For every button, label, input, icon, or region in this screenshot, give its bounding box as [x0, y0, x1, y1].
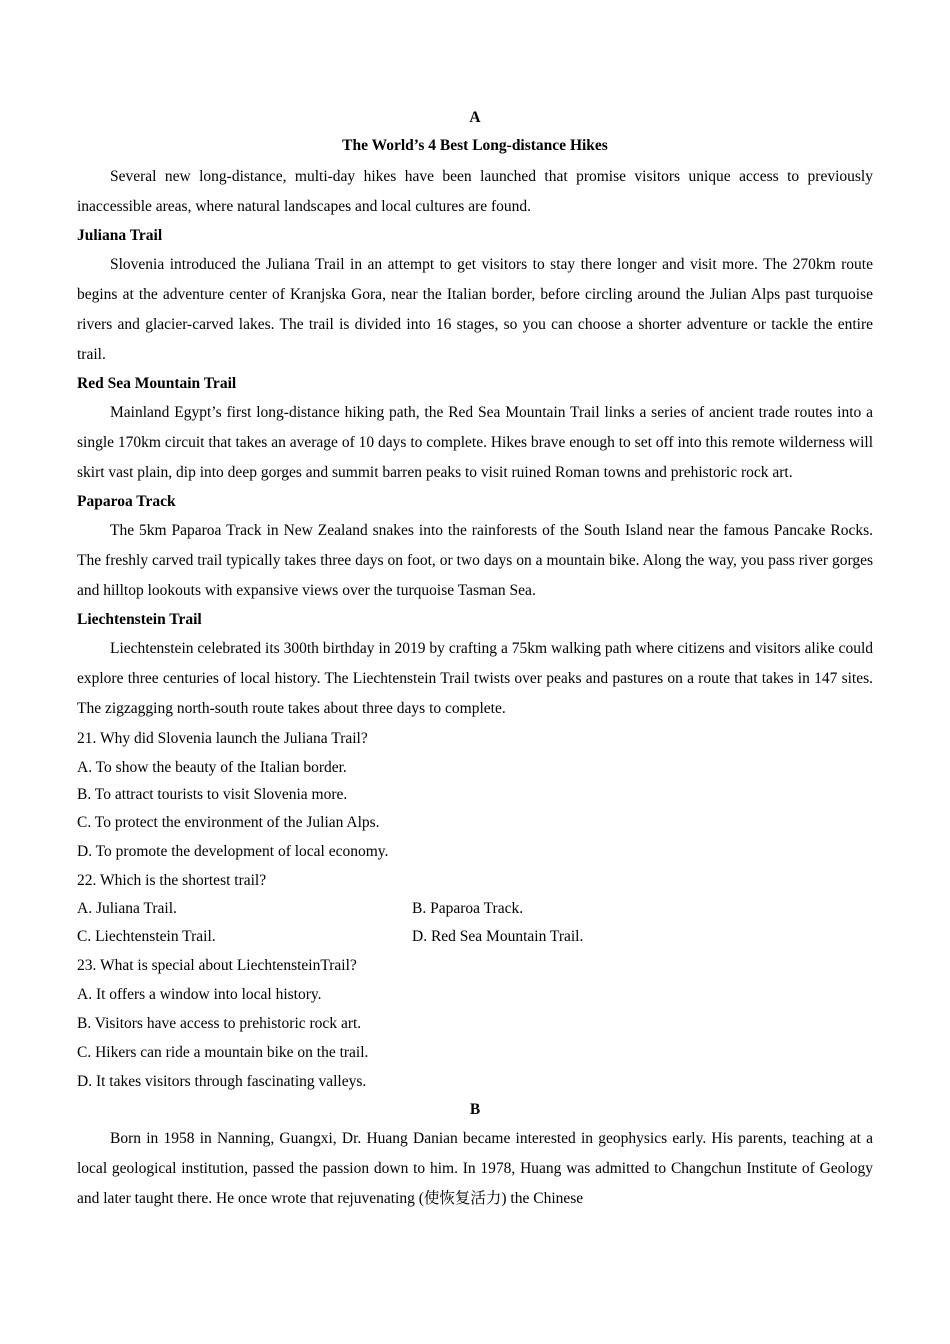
question-23-stem: 23. What is special about LiechtensteinTrail?: [77, 957, 357, 974]
passage-b-text: Born in 1958 in Nanning, Guangxi, Dr. Huang Danian became interested in geophysics early. His parents, teaching at a local geological institution, passed the passion down to him. In 1978, Huang was admitted to Changchun Institute of Geology and later taught there. He once wrote that rejuvenating (使恢复活力) the Chinese: [77, 1130, 873, 1207]
section-text: Liechtenstein celebrated its 300th birthday in 2019 by crafting a 75km walking path where citizens and visitors alike could explore three centuries of local history. The Liechtenstein Trail twists over peaks and pastures on a route that takes in 147 sites. The zigzagging north-south route takes about three days to complete.: [77, 640, 873, 717]
section-heading: Paparoa Track: [77, 493, 176, 510]
question-23-option-c: C. Hikers can ride a mountain bike on the trail.: [77, 1044, 369, 1061]
section-heading: Juliana Trail: [77, 227, 163, 244]
section-text: Slovenia introduced the Juliana Trail in an attempt to get visitors to stay there longer and visit more. The 270km route begins at the adventure center of Kranjska Gora, near the Italian border, before circling around the Julian Alps past turquoise rivers and glacier-carved lakes. The trail is divided into 16 stages, so you can choose a shorter adventure or tackle the entire trail.: [77, 256, 873, 363]
question-22-option-c: C. Liechtenstein Trail.: [77, 928, 216, 945]
question-22-option-a: A. Juliana Trail.: [77, 900, 177, 917]
question-21-option-b: B. To attract tourists to visit Slovenia more.: [77, 786, 348, 803]
question-23-option-d: D. It takes visitors through fascinating valleys.: [77, 1073, 367, 1090]
question-22-row-1: [77, 895, 873, 923]
question-21-option-c: C. To protect the environment of the Julian Alps.: [77, 814, 380, 831]
question-23-option-a: A. It offers a window into local history.: [77, 986, 322, 1003]
question-22-option-b: B. Paparoa Track.: [412, 900, 524, 917]
passage-a-title: The World’s 4 Best Long-distance Hikes: [342, 137, 608, 154]
passage-a-intro: Several new long-distance, multi-day hikes have been launched that promise visitors unique access to previously inaccessible areas, where natural landscapes and local cultures are found.: [77, 168, 873, 215]
question-22-option-d: D. Red Sea Mountain Trail.: [412, 928, 584, 945]
passage-a-label: A: [469, 109, 481, 126]
section-text: Mainland Egypt’s first long-distance hiking path, the Red Sea Mountain Trail links a series of ancient trade routes into a single 170km circuit that takes an average of 10 days to complete. Hikes brave enough to set off into this remote wilderness will skirt vast plain, dip into deep gorges and summit barren peaks to visit ruined Roman towns and prehistoric rock art.: [77, 404, 873, 481]
question-21-stem: 21. Why did Slovenia launch the Juliana Trail?: [77, 730, 368, 747]
question-23-option-b: B. Visitors have access to prehistoric rock art.: [77, 1015, 362, 1032]
question-22-stem: 22. Which is the shortest trail?: [77, 872, 267, 889]
question-21-option-d: D. To promote the development of local economy.: [77, 843, 389, 860]
question-22-row-2: [77, 923, 873, 951]
question-21-option-a: A. To show the beauty of the Italian border.: [77, 759, 347, 776]
section-heading: Liechtenstein Trail: [77, 611, 202, 628]
document-content: [77, 106, 873, 1214]
section-heading: Red Sea Mountain Trail: [77, 375, 237, 392]
passage-b-label: B: [469, 1101, 481, 1118]
section-text: The 5km Paparoa Track in New Zealand snakes into the rainforests of the South Island near the famous Pancake Rocks. The freshly carved trail typically takes three days on foot, or two days on a mountain bike. Along the way, you pass river gorges and hilltop lookouts with expansive views over the turquoise Tasman Sea.: [77, 522, 873, 599]
